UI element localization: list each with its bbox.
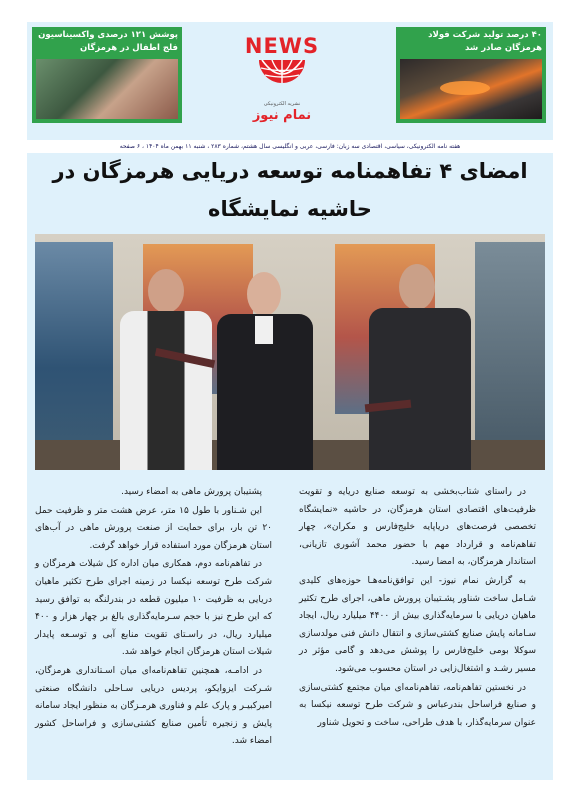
paragraph: در تفاهم‌نامه دوم، همکاری میان اداره کل شیلات هرمزگان و شرکت طرح توسعه نیکسا در زمینه اجرای طرح تکثیر ماهیان دریایی به ظرفیت ۱۰ میلیون قطعه در بندرلنگه به توافق رسید که این طرح نیز با حجم سـرمایه‌گذاری بالغ بر چهار هزار و ۴۰۰ میلیارد ریال، در راسـتای تقویت منابع آبی و توسـعه پایدار شیلات استان هرمزگان انجام خواهد شد. — [35, 559, 272, 658]
signing-ceremony-photo — [35, 234, 545, 470]
paragraph: این شـناور با طول ۱۵ متر، عرض هشت متر و ظرفیت حمل ۲۰ تن بار، برای حمایت از صنعت پرورش ماهی در آب‌های استان هرمزگان مورد استفاده قرار خواهد گرفت. — [35, 505, 272, 551]
globe-icon — [255, 58, 309, 96]
paragraph: در راستای شتاب‌بخشی به توسعه صنایع دریایه و تقویت ظرفیت‌های اقتصادی استان هرمزگان، در حاشیه «نمایشگاه تخصصی فرصت‌های دریاپایه خلیج‌فارس و مکران»، چهار تفاهم‌نامه و قرارداد مهم با حضور محمد آشوری تازیانی، استاندار هرمزگان، به امضا رسید. — [299, 487, 536, 568]
paragraph: به گزارش نمام نیوز- این توافق‌نامه‌هـا حوزه‌های کلیدی شـامل ساخت شناور پشـتیبان پرورش ماهی، اجرای طرح تکثیر ماهیان دریایی با سرمایه‌گذاری بیش از ۴۴۰۰ میلیارد ریال، ایجاد سـامانه پایش صنایع کشتی‌سازی و انتقال دانش فنی مولدسازی سوکلا بومی خلیج‌فارس را پوشش می‌دهد و گامی مؤثر در مسیر رشـد و اشتغال‌زایی در استان محسوب می‌شود. — [299, 575, 536, 674]
site-logo[interactable] — [229, 35, 335, 125]
article-column-right — [299, 484, 536, 733]
paragraph: پشتیبان پرورش ماهی به امضاء رسید. — [121, 487, 262, 497]
issue-info-bar: هفته نامه الکترونیکی، سیاسی، اقتصادی سه زبان: فارسی، عربی و انگلیسی سال هشتم، شماره ۲۸۳ ، شنبه ۱۱ بهمن ماه ۱۴۰۴ ، ۶ صفحه — [27, 140, 553, 153]
logo-news-text: NEWS — [244, 34, 320, 58]
vaccination-photo — [36, 59, 178, 119]
logo-subtitle: نشریه الکترونیکی — [263, 101, 301, 107]
news-box-steel-export[interactable] — [396, 27, 546, 123]
logo-name: نمام نیوز — [252, 108, 312, 123]
article-column-left — [35, 484, 272, 752]
news-box-caption: پوشش ۱۲۱ درصدی واکسیناسیون فلج اطفال در هرمزگان — [38, 30, 178, 53]
news-box-caption: ۴۰ درصد تولید شرکت فولاد هرمزگان صادر شد — [428, 30, 542, 53]
paragraph: در نخستین تفاهم‌نامه، تفاهم‌نامه‌ای میان مجتمع کشتی‌سازی و صنایع فراساحل بندرعباس و شرکت طرح توسعه نیکسا به عنوان سرمایه‌گذار، با هدف طراحی، ساخت و تحویل شناور — [299, 682, 536, 728]
news-box-polio-vaccination[interactable] — [32, 27, 182, 123]
steel-factory-photo — [400, 59, 542, 119]
article-title-line-1: امضای ۴ تفاهمنامه توسعه دریایی هرمزگان در حاشیه نمایشگاه — [52, 159, 528, 221]
paragraph: در ادامـه، همچنین تفاهم‌نامه‌ای میان اسـتانداری هرمزگان، شـرکت ایزوایکو، پردیس دریایی سـاحلی دانشگاه صنعتی امیرکبیـر و پارک علم و فناوری هرمـزگان به منظور ایجاد سامانه پایش و زنجیره تأمین صنایع کشتی‌سازی و فراساحل کشور امضاء شد. — [35, 665, 272, 747]
